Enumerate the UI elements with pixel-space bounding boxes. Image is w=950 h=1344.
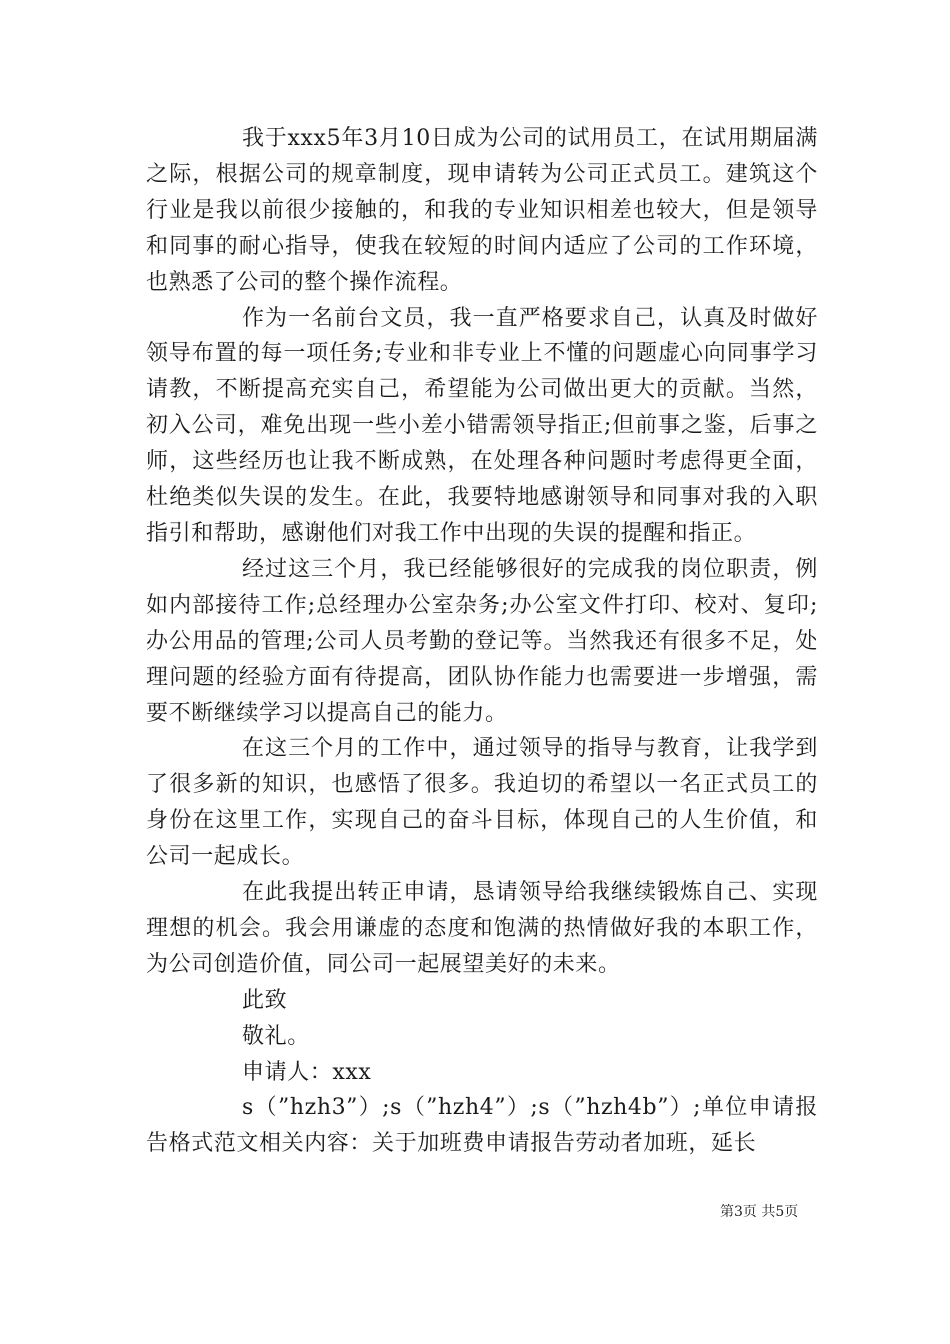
paragraph-formal-request: 在此我提出转正申请，恳请领导给我继续锻炼自己、实现理想的机会。我会用谦虚的态度和饱满的热情做好我的本职工作，为公司创造价值，同公司一起展望美好的未来。 xyxy=(146,880,818,977)
page-number-footer: 第3页 共5页 xyxy=(720,1204,799,1220)
paragraph-three-months-review: 经过这三个月，我已经能够很好的完成我的岗位职责，例如内部接待工作;总经理办公室杂务;办公室文件打印、校对、复印;办公用品的管理;公司人员考勤的登记等。当然我还有很多不足，处理问题的经验方面有待提高，团队协作能力也需要进一步增强，需要不断继续学习以提高自己的能力。 xyxy=(146,556,818,726)
document-body xyxy=(146,121,818,1162)
salutation-line: 敬礼。 xyxy=(242,1023,310,1049)
paragraph-learning-and-goals: 在这三个月的工作中，通过领导的指导与教育，让我学到了很多新的知识，也感悟了很多。我迫切的希望以一名正式员工的身份在这里工作，实现自己的奋斗目标，体现自己的人生价值，和公司一起成长。 xyxy=(146,736,818,870)
paragraph-probation-intro: 我于xxx5年3月10日成为公司的试用员工，在试用期届满之际，根据公司的规章制度，现申请转为公司正式员工。建筑这个行业是我以前很少接触的，和我的专业知识相差也较大，但是领导和同事的耐心指导，使我在较短的时间内适应了公司的工作环境，也熟悉了公司的整个操作流程。 xyxy=(146,126,818,295)
signature-line: 申请人：xxx xyxy=(242,1059,372,1085)
closing-line: 此致 xyxy=(242,987,288,1013)
paragraph-receptionist-duties: 作为一名前台文员，我一直严格要求自己，认真及时做好领导布置的每一项任务;专业和非专业上不懂的问题虚心向同事学习请教，不断提高充实自己，希望能为公司做出更大的贡献。当然，初入公司，难免出现一些小差小错需领导指正;但前事之鉴，后事之师，这些经历也让我不断成熟，在处理各种问题时考虑得更全面，杜绝类似失误的发生。在此，我要特地感谢领导和同事对我的入职指引和帮助，感谢他们对我工作中出现的失误的提醒和指正。 xyxy=(146,305,818,546)
paragraph-trailing-related-content: s（”hzh3”）;s（”hzh4”）;s（”hzh4b”）;单位申请报告格式范文相关内容：关于加班费申请报告劳动者加班，延长 xyxy=(146,1095,818,1157)
